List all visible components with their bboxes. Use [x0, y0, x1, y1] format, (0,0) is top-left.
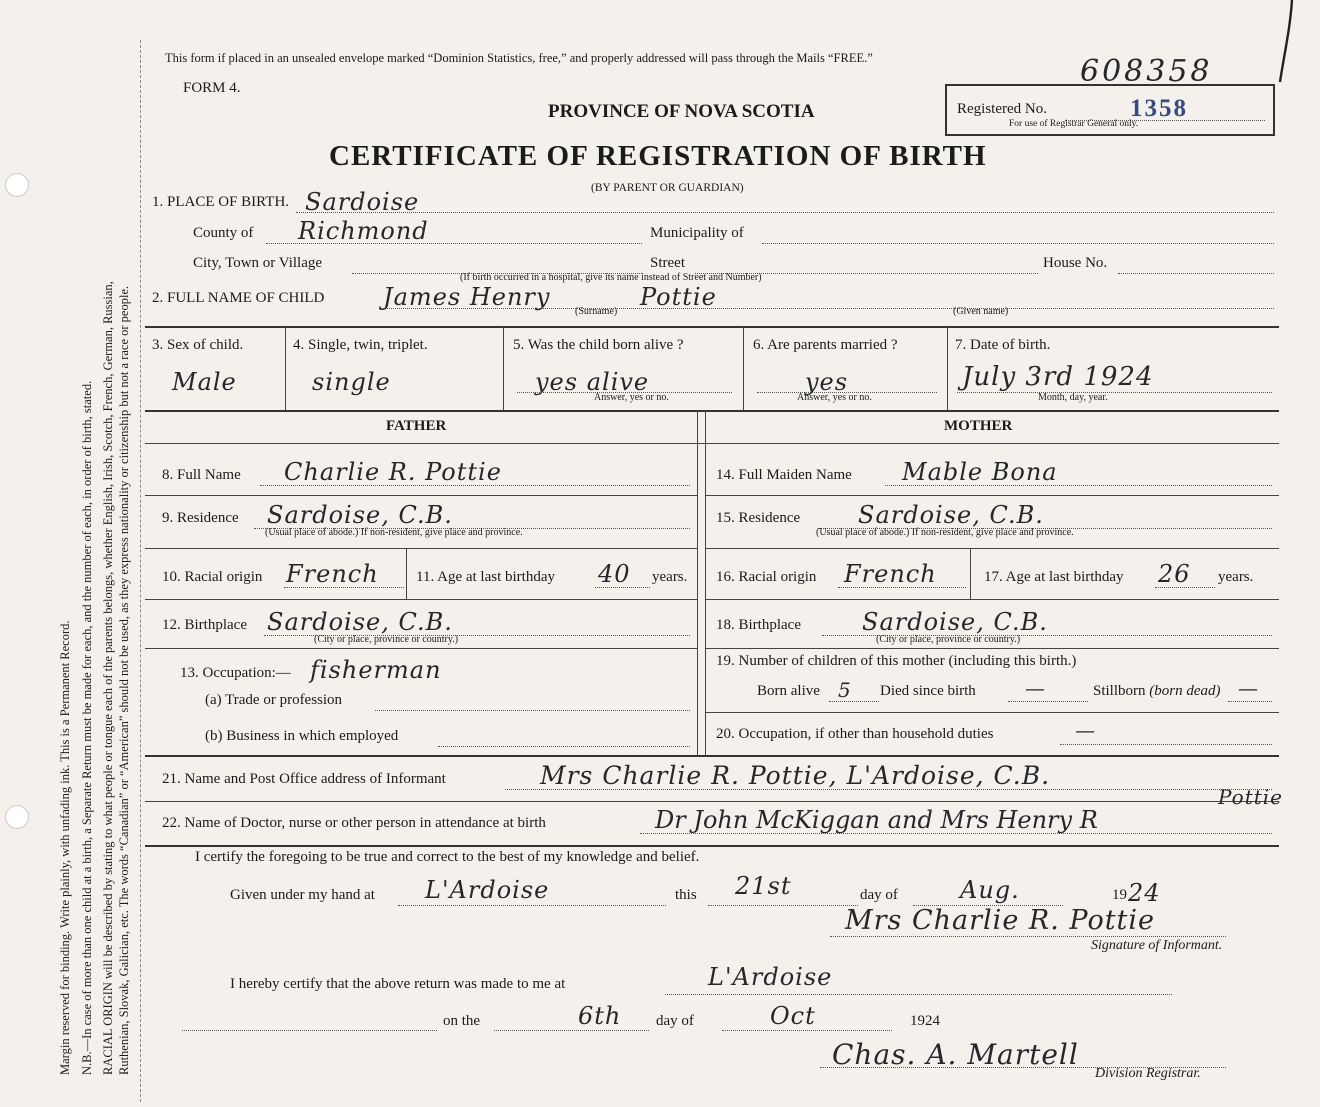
registrar-day-value: 6th — [578, 1002, 622, 1030]
given-day-value: 21st — [735, 872, 792, 900]
registrar-day-label: day of — [656, 1013, 694, 1029]
given-year-prefix: 19 — [1112, 887, 1127, 903]
given-place-line — [398, 905, 666, 906]
province-heading: PROVINCE OF NOVA SCOTIA — [548, 101, 815, 122]
informant-signature-line — [830, 936, 1226, 937]
rule-row3-v4 — [947, 326, 948, 410]
rule-parents-top — [145, 410, 1279, 412]
doctor-value-extra: Pottie — [1218, 785, 1283, 809]
rule-f10-v — [406, 548, 407, 599]
registrar-on-label: on the — [443, 1013, 481, 1029]
stillborn-line — [1228, 701, 1272, 702]
alive-hint: Answer, yes or no. — [594, 392, 669, 403]
stillborn-text: Stillborn — [1093, 683, 1146, 699]
mother-heading: MOTHER — [944, 418, 1013, 434]
mother-years: years. — [1218, 569, 1254, 585]
died-label: Died since birth — [880, 683, 976, 699]
mother-race-label: 16. Racial origin — [716, 569, 817, 585]
informant-signature: Mrs Charlie R. Pottie — [845, 905, 1156, 936]
father-occupation-value: fisherman — [310, 656, 442, 684]
rule-heading-bottom — [145, 443, 1279, 444]
children-label: 19. Number of children of this mother (including this birth.) — [716, 653, 1077, 669]
father-residence-hint: (Usual place of abode.) If non-resident, give place and province. — [265, 527, 523, 538]
mother-birthplace-value: Sardoise, C.B. — [862, 608, 1048, 636]
died-line — [1008, 701, 1088, 702]
house-line — [1118, 273, 1274, 274]
registered-label: Registered No. — [957, 101, 1047, 117]
informant-signature-caption: Signature of Informant. — [1091, 938, 1223, 953]
date-label: 7. Date of birth. — [955, 337, 1051, 353]
rule-f10 — [145, 599, 697, 600]
father-age-value: 40 — [598, 560, 631, 588]
surname-caption: (Surname) — [575, 306, 618, 317]
certify-statement: I certify the foregoing to be true and correct to the best of my knowledge and belief. — [195, 849, 700, 865]
mother-birthplace-hint: (City or place, province or country.) — [876, 634, 1021, 645]
registrar-left-line — [182, 1030, 437, 1031]
mother-occupation-label: 20. Occupation, if other than household duties — [716, 726, 994, 742]
form-number: FORM 4. — [183, 80, 241, 96]
mother-birthplace-label: 18. Birthplace — [716, 617, 801, 633]
registrar-year-value: 1924 — [910, 1013, 940, 1029]
stillborn-label — [1093, 683, 1221, 700]
stillborn-hint: (born dead) — [1149, 683, 1221, 699]
mother-race-value: French — [844, 560, 937, 588]
margin-note-multiple-births: N.B.—In case of more than one child at a birth, a Separate Return must be made for each, and the number of each, in order of birth, stated. — [80, 380, 94, 1075]
rule-row3-top — [145, 326, 1279, 328]
father-name-value: Charlie R. Pottie — [284, 458, 502, 486]
mother-occupation-line — [1060, 744, 1272, 745]
registrar-place-value: L'Ardoise — [708, 963, 833, 991]
father-trade-label: (a) Trade or profession — [205, 692, 343, 708]
date-value: July 3rd 1924 — [962, 362, 1154, 392]
child-surname-value: Pottie — [640, 283, 717, 311]
rule-f12 — [145, 648, 697, 649]
married-hint: Answer, yes or no. — [797, 392, 872, 403]
margin-note-racial-origin: RACIAL ORIGIN will be described by stating to what people or tongue each of the parents belongs, whether English, Irish, Scotch, French, German, Russian, — [101, 281, 115, 1075]
rule-f8 — [145, 495, 697, 496]
child-name-label: 2. FULL NAME OF CHILD — [152, 290, 325, 306]
father-birthplace-label: 12. Birthplace — [162, 617, 247, 633]
handwritten-file-number: 608358 — [1080, 54, 1213, 89]
father-business-label: (b) Business in which employed — [205, 728, 399, 744]
given-day-label: day of — [860, 887, 898, 903]
place-value: Sardoise — [305, 188, 420, 216]
stillborn-value: — — [1238, 676, 1259, 700]
certificate-subtitle: (BY PARENT OR GUARDIAN) — [591, 182, 744, 194]
father-business-line — [438, 746, 690, 747]
rule-m14 — [705, 495, 1279, 496]
registrar-signature: Chas. A. Martell — [832, 1038, 1079, 1071]
date-line — [957, 392, 1272, 393]
father-name-label: 8. Full Name — [162, 467, 241, 483]
married-label: 6. Are parents married ? — [753, 337, 898, 353]
child-given-value: James Henry — [383, 283, 551, 311]
rule-m19 — [705, 712, 1279, 713]
father-years: years. — [652, 569, 688, 585]
plurality-value: single — [312, 368, 391, 396]
county-value: Richmond — [298, 217, 429, 245]
mother-name-label: 14. Full Maiden Name — [716, 467, 852, 483]
rule-row3-v3 — [743, 326, 744, 410]
father-birthplace-hint: (City or place, province or country.) — [314, 634, 459, 645]
given-month-value: Aug. — [960, 876, 1020, 904]
city-label: City, Town or Village — [193, 255, 323, 271]
municipality-label: Municipality of — [650, 225, 744, 241]
informant-value: Mrs Charlie R. Pottie, L'Ardoise, C.B. — [540, 761, 1051, 790]
margin-note-binding: Margin reserved for binding. Write plainly, with unfading ink. This is a Permanent Record. — [58, 620, 72, 1075]
certificate-title: CERTIFICATE OF REGISTRATION OF BIRTH — [329, 140, 987, 172]
registered-number-box — [945, 84, 1275, 136]
mother-age-value: 26 — [1158, 560, 1191, 588]
informant-label: 21. Name and Post Office address of Informant — [162, 771, 446, 787]
born-alive-value: 5 — [838, 678, 852, 702]
margin-border — [140, 40, 141, 1102]
rule-mother-left — [705, 410, 706, 755]
registrar-day-line — [494, 1030, 649, 1031]
mother-residence-value: Sardoise, C.B. — [858, 501, 1044, 529]
registrar-month-value: Oct — [770, 1002, 816, 1030]
doctor-value: Dr John McKiggan and Mrs Henry R — [655, 806, 1098, 834]
father-race-value: French — [286, 560, 379, 588]
born-alive-label: Born alive — [757, 683, 820, 699]
registrar-use-note: For use of Registrar General only. — [1009, 119, 1139, 129]
house-label: House No. — [1043, 255, 1108, 271]
county-label: County of — [193, 225, 254, 241]
father-residence-label: 9. Residence — [162, 510, 239, 526]
date-hint: Month, day, year. — [1038, 392, 1108, 403]
father-age-label: 11. Age at last birthday — [416, 569, 555, 585]
mother-age-label: 17. Age at last birthday — [984, 569, 1124, 585]
pen-stroke-path — [1280, 0, 1292, 82]
rule-row3-v1 — [285, 326, 286, 410]
plurality-label: 4. Single, twin, triplet. — [293, 337, 428, 353]
registered-value: 1358 — [1130, 95, 1188, 122]
alive-label: 5. Was the child born alive ? — [513, 337, 684, 353]
mail-notice: This form if placed in an unsealed envelope marked “Dominion Statistics, free,” and properly addressed will pass through the Mails “FREE.” — [165, 51, 873, 65]
given-place-value: L'Ardoise — [425, 876, 550, 904]
mother-residence-hint: (Usual place of abode.) If non-resident, give place and province. — [816, 527, 1074, 538]
father-race-label: 10. Racial origin — [162, 569, 263, 585]
place-line — [296, 212, 1274, 213]
rule-father-right — [697, 410, 698, 755]
married-value: yes — [805, 368, 849, 396]
rule-m18 — [705, 648, 1279, 649]
binding-hole-bottom — [5, 805, 29, 829]
registrar-statement: I hereby certify that the above return was made to me at — [230, 976, 566, 992]
hospital-note: (If birth occurred in a hospital, give its name instead of Street and Number) — [460, 272, 762, 283]
given-day-line — [708, 905, 858, 906]
father-birthplace-value: Sardoise, C.B. — [267, 608, 453, 636]
mother-occupation-value: — — [1075, 718, 1096, 742]
sex-label: 3. Sex of child. — [152, 337, 244, 353]
rule-m15 — [705, 548, 1279, 549]
father-heading: FATHER — [386, 418, 447, 434]
rule-m16-v — [970, 548, 971, 599]
born-alive-line — [829, 701, 879, 702]
rule-row3-v2 — [503, 326, 504, 410]
place-label: 1. PLACE OF BIRTH. — [152, 194, 290, 210]
mother-name-value: Mable Bona — [902, 458, 1058, 486]
father-occupation-label: 13. Occupation:— — [180, 665, 291, 681]
margin-note-nationality: Ruthenian, Slovak, Galician, etc. The words “Canadian” or “American” should not be used, as they express nationality or citizenship but not a race or people. — [117, 285, 131, 1075]
father-residence-value: Sardoise, C.B. — [267, 501, 453, 529]
rule-informant-bottom — [145, 801, 1279, 802]
given-name-caption: (Given name) — [953, 306, 1009, 317]
father-trade-line — [375, 710, 690, 711]
registrar-month-line — [722, 1030, 892, 1031]
registrar-place-line — [665, 994, 1172, 995]
mother-residence-label: 15. Residence — [716, 510, 801, 526]
rule-f9 — [145, 548, 697, 549]
died-value: — — [1025, 676, 1046, 700]
given-label: Given under my hand at — [230, 887, 375, 903]
alive-value: yes alive — [535, 368, 650, 396]
rule-informant-top — [145, 755, 1279, 757]
rule-m16 — [705, 599, 1279, 600]
rule-doctor-bottom — [145, 845, 1279, 847]
pen-stroke-mark — [1262, 0, 1320, 90]
street-label: Street — [650, 255, 685, 271]
sex-value: Male — [172, 368, 237, 396]
registrar-signature-caption: Division Registrar. — [1095, 1066, 1201, 1081]
given-this-label: this — [675, 887, 697, 903]
doctor-label: 22. Name of Doctor, nurse or other person in attendance at birth — [162, 815, 546, 831]
given-year-value: 24 — [1128, 879, 1161, 907]
municipality-line — [762, 243, 1274, 244]
binding-hole-top — [5, 173, 29, 197]
